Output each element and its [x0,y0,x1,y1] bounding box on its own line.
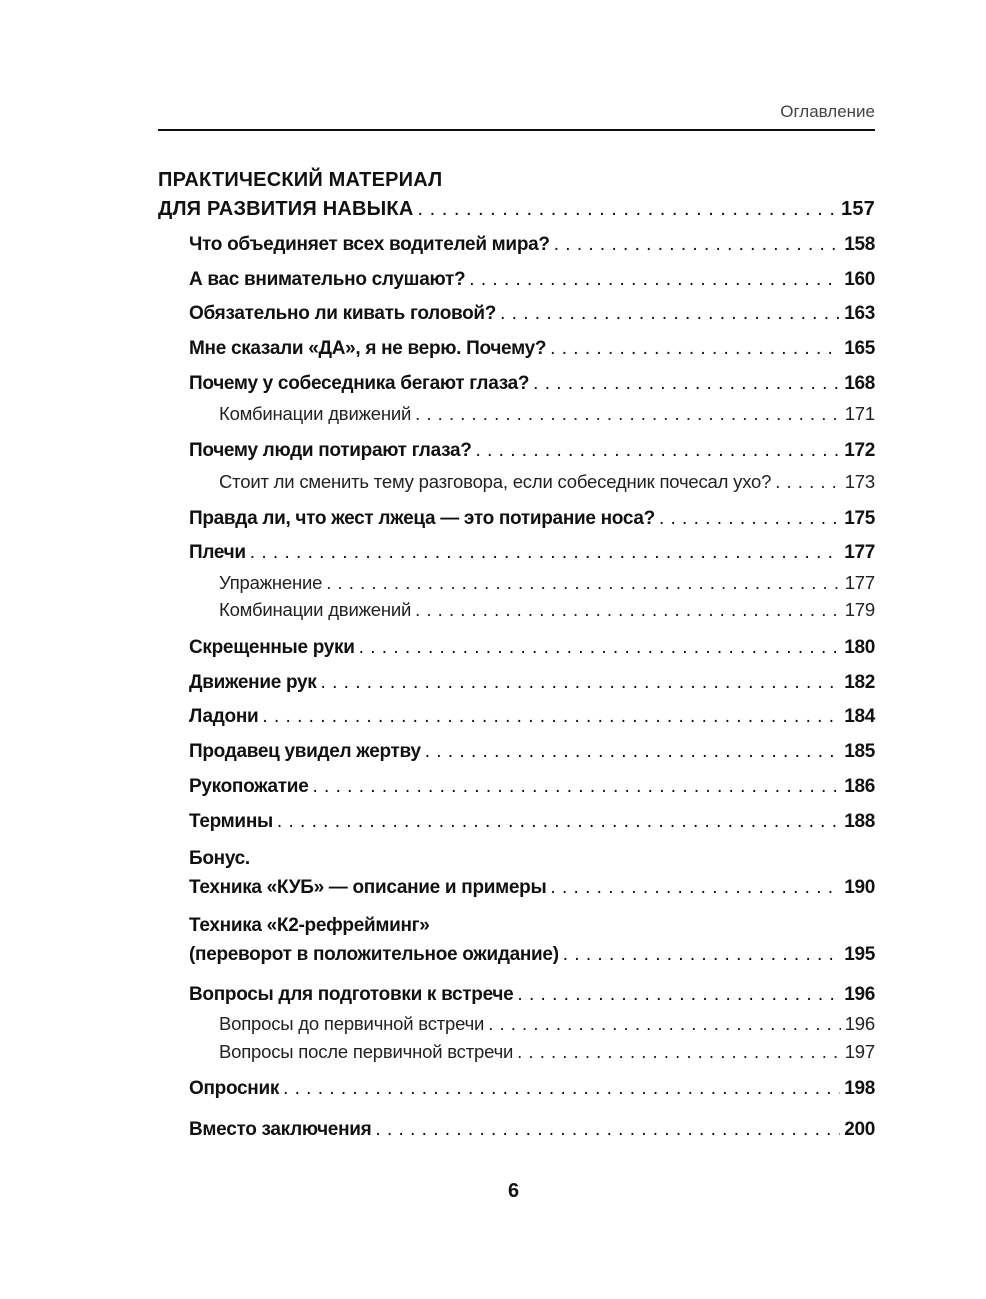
toc-page-number: 198 [844,1078,875,1099]
toc-entry-title: Комбинации движений [219,403,412,424]
toc-page-number: 188 [844,811,875,832]
toc-page-number: 197 [844,1041,875,1062]
toc-page-number: 163 [844,303,875,324]
dot-leader [283,1078,840,1100]
dot-leader [533,373,840,395]
toc-entry[interactable] [189,1078,875,1100]
toc-entry[interactable] [189,811,875,833]
toc-page-number: 196 [844,984,875,1005]
toc-entry-title-line: ПРАКТИЧЕСКИЙ МАТЕРИАЛ [158,169,443,191]
toc-page-number: 177 [844,542,875,563]
toc-page-number: 177 [844,572,875,593]
dot-leader [476,440,841,462]
toc-entry[interactable] [189,877,875,899]
toc-page-number: 196 [844,1013,875,1034]
dot-leader [415,599,841,621]
toc-entry[interactable] [219,1041,875,1063]
toc-page-number: 165 [844,338,875,359]
toc-entry-title: Почему люди потирают глаза? [189,440,472,461]
toc-entry-title: Вопросы после первичной встречи [219,1041,514,1062]
toc-page-number: 185 [844,741,875,762]
toc-entry[interactable] [189,338,875,360]
toc-entry-title: Скрещенные руки [189,637,355,658]
toc-entry-title: Вопросы для подготовки к встрече [189,984,514,1005]
dot-leader [517,984,840,1006]
toc-entry-title: Вопросы до первичной встречи [219,1013,485,1034]
toc-entry[interactable] [219,599,875,621]
toc-entry-title: Комбинации движений [219,599,412,620]
dot-leader [500,303,840,325]
dot-leader [563,944,840,966]
toc-page-number: 180 [844,637,875,658]
toc-entry[interactable] [158,198,875,221]
toc-entry[interactable] [189,269,875,291]
dot-leader [326,572,840,594]
toc-entry[interactable] [189,542,875,564]
toc-page-number: 173 [844,471,875,492]
toc-page-number: 175 [844,508,875,529]
toc-entry[interactable] [189,440,875,462]
header-rule [158,129,875,131]
toc-entry[interactable] [189,303,875,325]
toc-page-number: 195 [844,944,875,965]
dot-leader [775,471,840,493]
toc-page-number: 186 [844,776,875,797]
toc-page-number: 172 [844,440,875,461]
toc-entry-title: Продавец увидел жертву [189,741,421,762]
toc-page-number: 179 [844,599,875,620]
toc-page-number: 171 [844,403,875,424]
toc-page-number: 158 [844,234,875,255]
toc-entry-title: Правда ли, что жест лжеца — это потирание носа? [189,508,655,529]
toc-entry-title: Движение рук [189,672,317,693]
toc-entry[interactable] [189,741,875,763]
dot-leader [425,741,840,763]
toc-entry[interactable] [189,706,875,728]
toc-entry-title: Опросник [189,1078,280,1099]
toc-entry-title: Вместо заключения [189,1119,372,1140]
toc-page-number: 182 [844,672,875,693]
toc-entry-title: А вас внимательно слушают? [189,269,466,290]
toc-entry[interactable] [189,508,875,530]
dot-leader [359,637,841,659]
running-header: Оглавление [780,102,875,121]
toc-entry[interactable] [189,944,875,966]
toc-page-number: 200 [844,1119,875,1140]
dot-leader [659,508,840,530]
dot-leader [554,234,840,256]
dot-leader [415,403,841,425]
toc-entry[interactable] [219,1013,875,1035]
toc-entry-title: Ладони [189,706,259,727]
toc-entry-title: Техника «КУБ» — описание и примеры [189,877,547,898]
dot-leader [550,338,840,360]
toc-entry[interactable] [189,637,875,659]
dot-leader [417,198,837,221]
toc-entry-title: Мне сказали «ДА», я не верю. Почему? [189,338,547,359]
dot-leader [488,1013,841,1035]
toc-entry-title: Термины [189,811,273,832]
dot-leader [517,1041,841,1063]
toc-page-number: 160 [844,269,875,290]
toc-entry[interactable] [189,672,875,694]
dot-leader [312,776,840,798]
toc-entry[interactable] [189,1119,875,1141]
toc-entry-title: Плечи [189,542,246,563]
toc-entry[interactable] [219,572,875,594]
toc-page-number: 168 [844,373,875,394]
toc-entry[interactable] [189,373,875,395]
dot-leader [375,1119,840,1141]
toc-page-number: 184 [844,706,875,727]
toc-page-number: 190 [844,877,875,898]
toc-entry[interactable] [219,471,875,493]
dot-leader [550,877,840,899]
toc-entry[interactable] [189,776,875,798]
toc-entry-title: Стоит ли сменить тему разговора, если собеседник почесал ухо? [219,471,772,492]
toc-entry[interactable] [189,984,875,1006]
toc-entry[interactable] [189,234,875,256]
toc-entry-title: Рукопожатие [189,776,309,797]
dot-leader [277,811,840,833]
toc-entry-title: Упражнение [219,572,323,593]
toc-entry-title: Обязательно ли кивать головой? [189,303,497,324]
page-number: 6 [508,1180,520,1202]
toc-entry-title-line: Техника «К2-рефрейминг» [189,915,430,936]
dot-leader [469,269,840,291]
dot-leader [321,672,841,694]
toc-entry-title: Что объединяет всех водителей мира? [189,234,550,255]
dot-leader [262,706,840,728]
dot-leader [250,542,840,564]
toc-entry[interactable] [219,403,875,425]
toc-page-number: 157 [841,198,875,220]
toc-entry-title-line: Бонус. [189,848,250,869]
toc-entry-title: (переворот в положительное ожидание) [189,944,559,965]
toc-entry-title: Почему у собеседника бегают глаза? [189,373,530,394]
toc-entry-title: ДЛЯ РАЗВИТИЯ НАВЫКА [158,198,414,220]
